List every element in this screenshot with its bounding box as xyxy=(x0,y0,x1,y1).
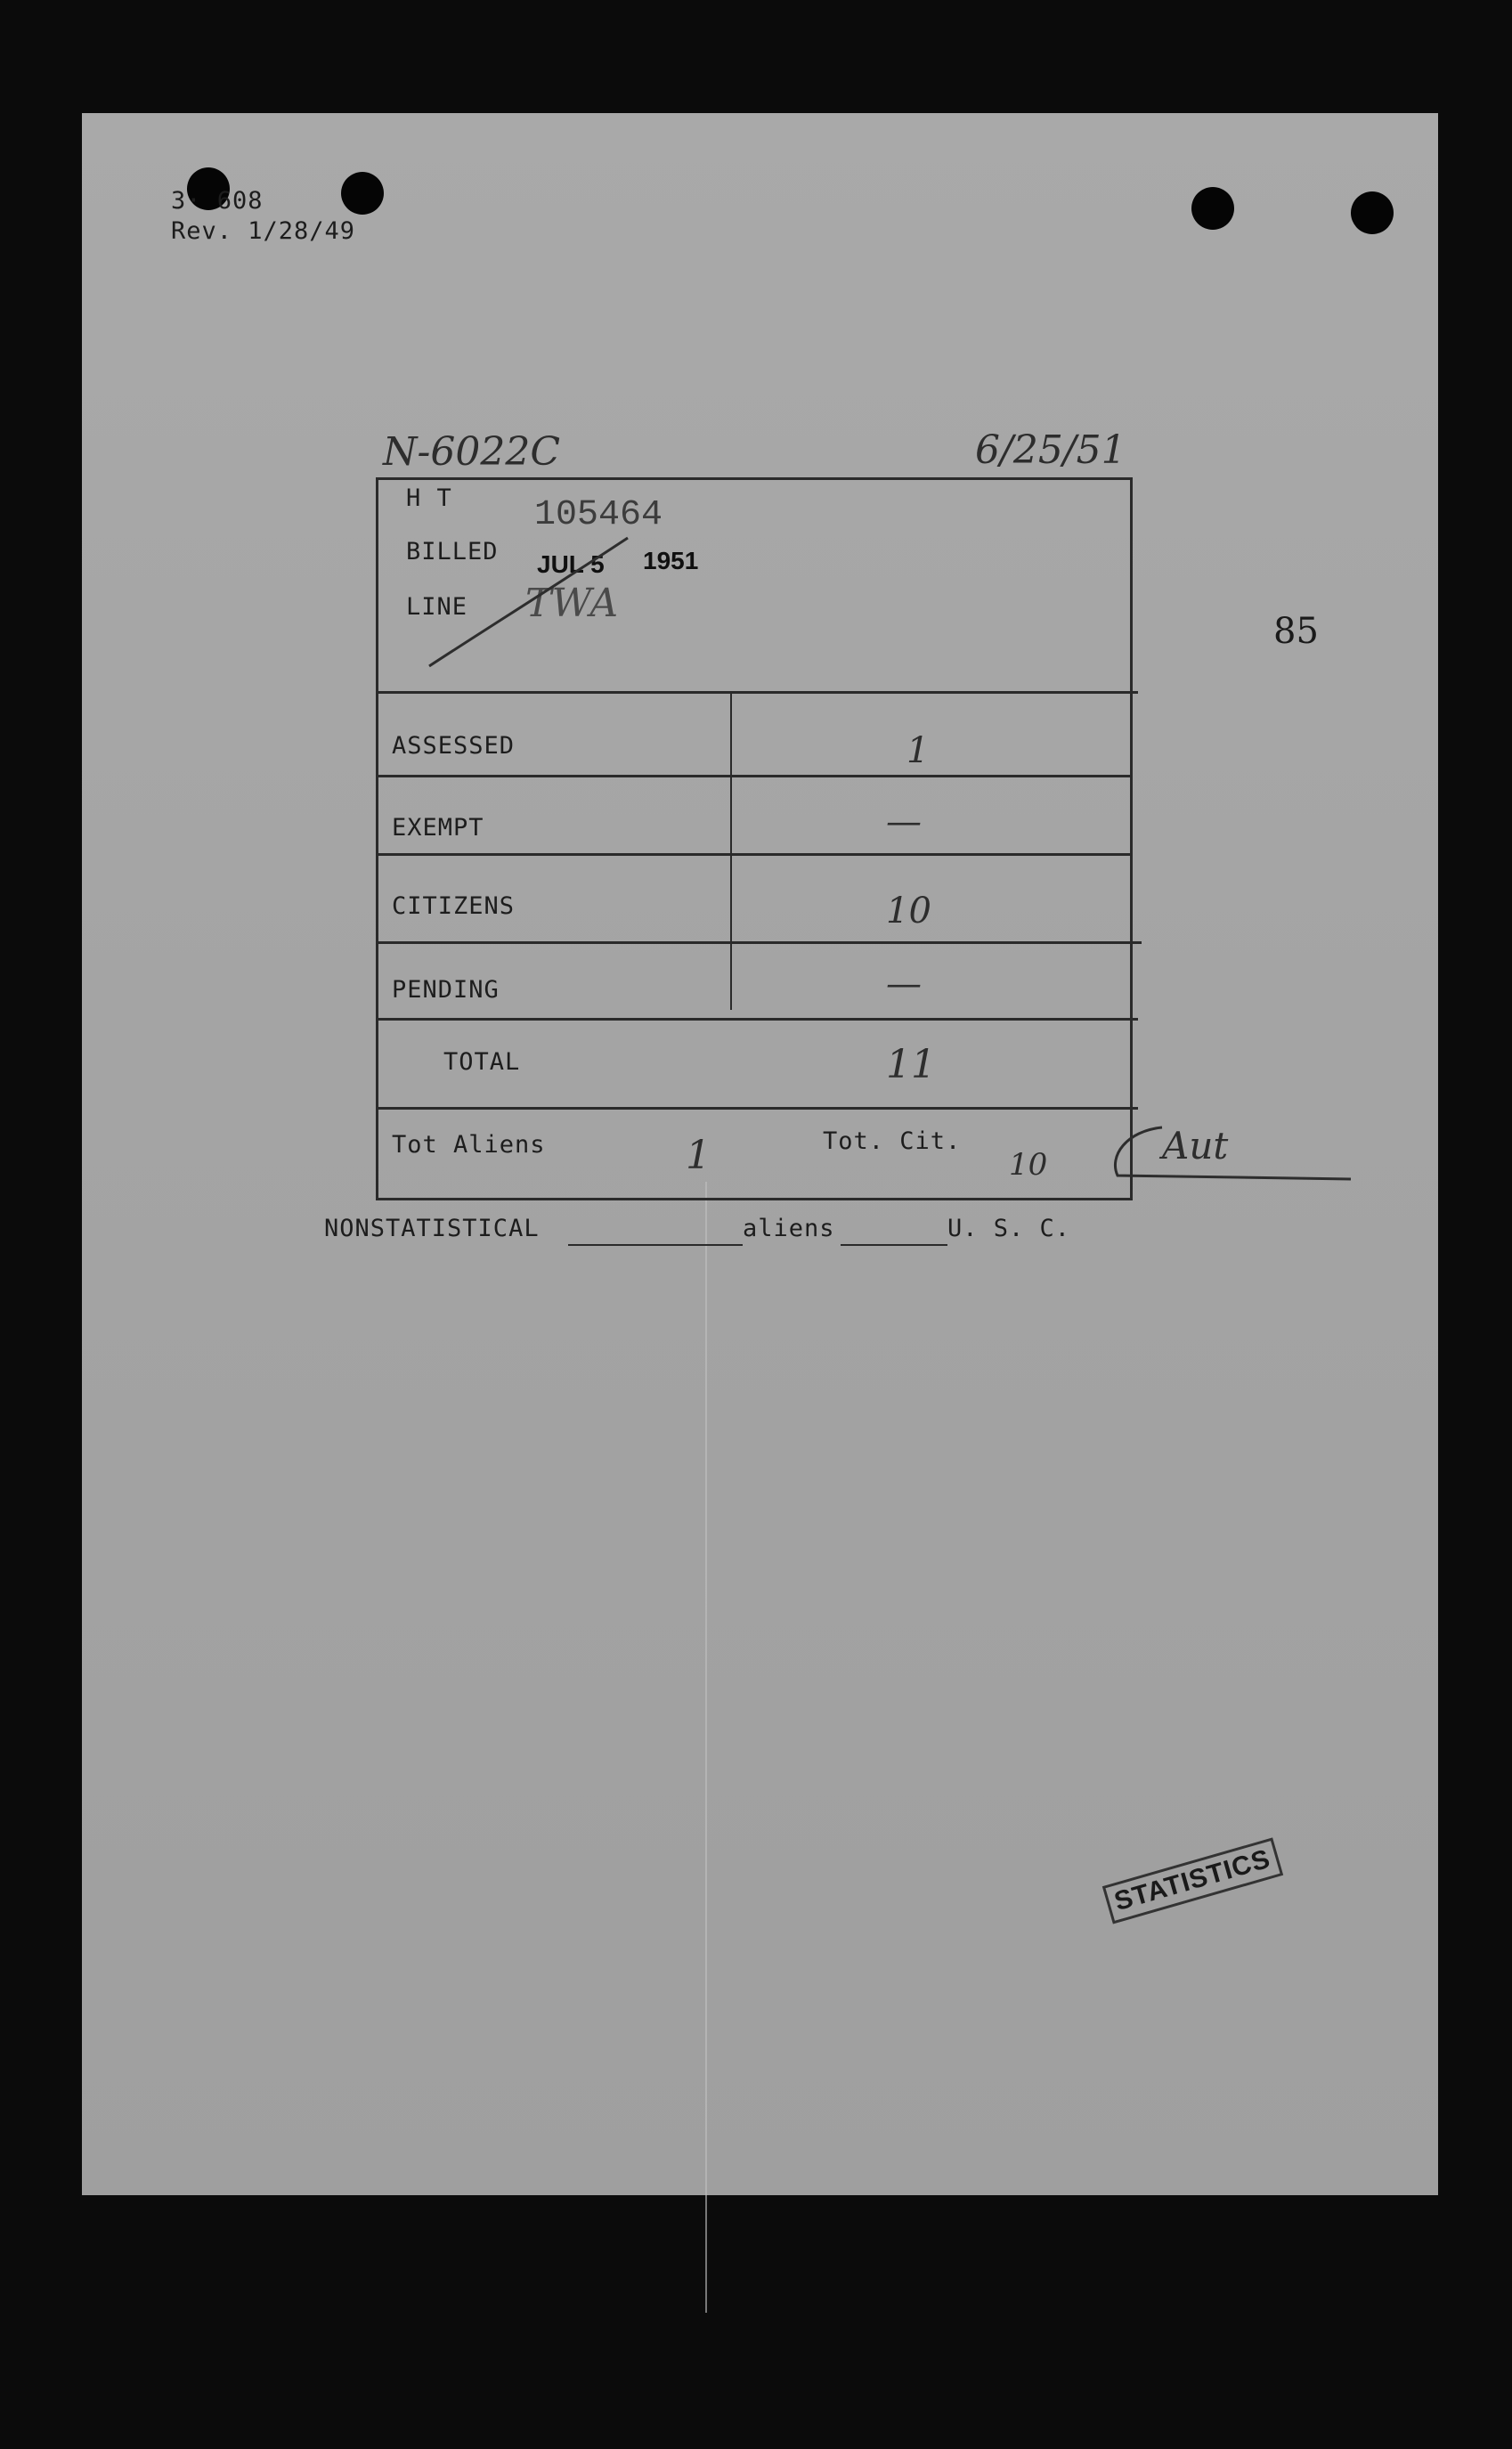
pending-value: — xyxy=(886,964,922,1005)
stamp-date-month: JUL 5 xyxy=(537,550,605,578)
punch-hole-2 xyxy=(341,172,384,215)
total-label: TOTAL xyxy=(443,1048,521,1076)
row-divider-2 xyxy=(376,775,1133,777)
table-border-left xyxy=(376,477,378,1200)
pending-label: PENDING xyxy=(392,976,500,1004)
nonstatistical-blank-1 xyxy=(568,1244,743,1246)
ht-label: H T xyxy=(406,484,452,512)
tot-aliens-label: Tot Aliens xyxy=(392,1131,546,1159)
row-divider-1 xyxy=(376,691,1138,694)
paper-fold xyxy=(705,1182,707,2313)
form-number: 3· 608 xyxy=(171,187,264,215)
file-number: N-6022C xyxy=(383,429,561,475)
assessed-label: ASSESSED xyxy=(392,732,516,760)
handwritten-initials: Aut xyxy=(1162,1124,1229,1168)
tot-cit-value: 10 xyxy=(1009,1147,1048,1183)
statistics-stamp: STATISTICS xyxy=(1102,1837,1283,1924)
punch-hole-3 xyxy=(1191,187,1234,230)
nonstatistical-blank-2 xyxy=(841,1244,947,1246)
tot-cit-label: Tot. Cit. xyxy=(823,1127,962,1155)
table-border-right xyxy=(1130,477,1133,1200)
form-revision: Rev. 1/28/49 xyxy=(171,217,356,245)
stamp-number: 105464 xyxy=(534,495,663,535)
total-value: 11 xyxy=(886,1042,936,1087)
exempt-label: EXEMPT xyxy=(392,814,484,842)
assessed-value: 1 xyxy=(906,730,930,771)
row-divider-3 xyxy=(376,853,1133,856)
usc-label: U. S. C. xyxy=(947,1215,1071,1242)
column-divider xyxy=(730,691,732,1010)
citizens-label: CITIZENS xyxy=(392,892,516,920)
table-border-top xyxy=(376,477,1133,480)
citizens-value: 10 xyxy=(886,891,931,932)
exempt-value: — xyxy=(886,801,922,842)
punch-hole-4 xyxy=(1351,191,1394,234)
line-label: LINE xyxy=(406,593,468,621)
handwritten-date: 6/25/51 xyxy=(975,427,1126,473)
line-value: TWA xyxy=(525,581,619,626)
billed-label: BILLED xyxy=(406,538,499,565)
page-number: 85 xyxy=(1273,611,1319,652)
stamp-date-year: 1951 xyxy=(643,547,699,574)
initials-underline xyxy=(1109,1120,1358,1192)
nonstatistical-label: NONSTATISTICAL xyxy=(324,1215,540,1242)
row-divider-6 xyxy=(376,1107,1138,1110)
table-border-bottom xyxy=(376,1198,1133,1200)
row-divider-5 xyxy=(376,1018,1138,1021)
strike-through-mark xyxy=(427,534,641,677)
row-divider-4 xyxy=(376,941,1142,944)
aliens-label: aliens xyxy=(743,1215,835,1242)
tot-aliens-value: 1 xyxy=(686,1133,711,1178)
